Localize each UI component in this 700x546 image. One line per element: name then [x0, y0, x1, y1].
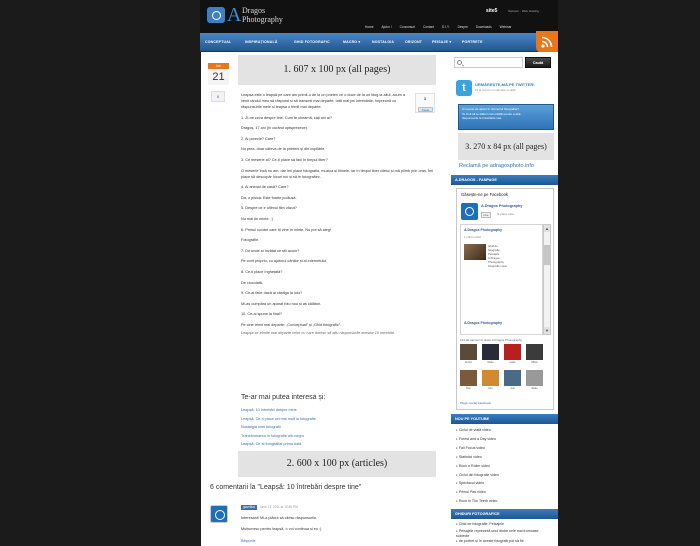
twitter-subtitle: Fii la curent cu ultimele noutăți [475, 88, 516, 92]
promo-line-1: Ai nevoie de ajutor în domeniul fotografiei? [462, 107, 519, 111]
top-link-contact[interactable]: Contact [423, 25, 435, 29]
comment-text: Interesant! Mi-a plăcut să citesc răspunsurile. [241, 516, 318, 520]
article-question-5: 5. Despre ce e ultimul film văzut? [241, 206, 297, 211]
fan-avatar[interactable] [504, 370, 521, 386]
video-link[interactable]: ▸ Forest and a Day video [456, 435, 552, 444]
article-question-3: 3. Ce meserie ai? Ce-ți place să faci în timpul liber? [241, 157, 328, 162]
fb-post-time: 1 oră în urmă [464, 235, 481, 239]
share-count: 1 [423, 96, 427, 101]
video-link[interactable]: ▸ Primul Pas video [456, 488, 552, 497]
fan-name[interactable]: Maria [487, 361, 494, 364]
post-date-month: iun [208, 63, 229, 69]
article-question-10: 10. Ce-ai spune la final? [241, 312, 282, 317]
fb-post-text [488, 244, 540, 268]
article-answer-9: Mi-aș cumpăra un aparat foto nou și aș călători. [241, 301, 322, 306]
fb-post-line: fotografie nouă [488, 264, 507, 268]
ad-banner-top[interactable]: 1. 607 x 100 px (all pages) [238, 55, 436, 85]
article-question-7: 7. De unde ai învățat ce știi acum? [241, 248, 300, 253]
nav-landscapes[interactable]: PEISAJE ▾ [432, 40, 452, 44]
top-link-diy[interactable]: D.I.Y. [442, 25, 450, 29]
guide-excerpt: ▸ de portret și în aceste fotografii pot să fie [456, 539, 552, 544]
ad-banner-articles[interactable]: 2. 600 x 100 px (articles) [238, 451, 436, 477]
nav-photo-guide[interactable]: GHID FOTOGRAFIC [294, 40, 330, 44]
facebook-stream-scrollbar[interactable] [543, 224, 551, 335]
comment-count-badge[interactable]: 6 [211, 91, 225, 102]
fan-avatar[interactable] [526, 344, 543, 360]
site-header [200, 0, 558, 33]
video-link[interactable]: ▸ Spectacol video [456, 479, 552, 488]
fan-name[interactable]: Ana [510, 387, 515, 390]
comments-heading: 6 comentarii la "Leapșă: 10 întrebări despre tine" [210, 484, 362, 491]
fan-avatar[interactable] [482, 344, 499, 360]
nav-conceptual[interactable]: CONCEPTUAL [205, 40, 232, 44]
fan-avatar[interactable] [504, 344, 521, 360]
logo-text-dragos[interactable]: Dragos [242, 6, 266, 15]
ad-banner-sidebar[interactable]: 3. 270 x 84 px (all pages) [458, 133, 554, 160]
top-link-about[interactable]: Despre [457, 25, 468, 29]
guide-excerpt: ▸ Peisajele reprezintă unul dintre cele mai frumoase subiecte [456, 529, 552, 539]
related-link-4[interactable]: Transformarea în fotografie alb-negru [241, 433, 304, 438]
video-link[interactable]: ▸ Ciclul din fotografie video [456, 471, 552, 480]
nav-macro[interactable]: MACRO ▾ [343, 40, 361, 44]
related-link-2[interactable]: Leapșă: Ce-ți place cel mai mult la fotografie [241, 416, 316, 421]
promo-banner[interactable] [458, 104, 554, 130]
guide-link[interactable]: ▸ Ghid de fotografie: Peisajele [456, 520, 552, 529]
article-answer-5: Nu mai țin minte. :) [241, 216, 273, 221]
facebook-page-avatar[interactable] [461, 203, 478, 220]
guides-list [456, 520, 552, 544]
fb-fans-label: 191 de oameni le place A.Dragos Photography [460, 338, 523, 342]
logo-letter[interactable]: A [227, 4, 242, 26]
fb-post-line: Photography [488, 260, 504, 264]
facebook-widget [456, 188, 554, 410]
video-link[interactable]: ▸ Fall Focus video [456, 444, 552, 453]
top-link-webinar[interactable]: Webinar [499, 25, 512, 29]
fan-avatar[interactable] [460, 370, 477, 386]
search-icon [457, 60, 462, 65]
guides-heading: GHIDURI FOTOGRAFICE [451, 509, 558, 519]
article-question-9: 9. Ce-ai face dacă ai câștiga la loto? [241, 291, 303, 296]
comment-reply-link[interactable]: Răspunde [241, 539, 256, 543]
top-link-home[interactable]: Home [365, 25, 374, 29]
fb-post-line: Ghid de [488, 244, 498, 248]
facebook-widget-title: Găsește-ne pe Facebook [461, 192, 509, 197]
top-links [365, 25, 511, 29]
comment-date[interactable]: iunie 21, 2011 at 10:46 PM [260, 505, 298, 509]
facebook-like-button[interactable]: Like [483, 213, 489, 217]
nav-inspirational[interactable]: INSPIRAȚIONALĂ [245, 40, 278, 44]
related-link-3[interactable]: Nostalgia unei fotografii [241, 425, 281, 430]
top-link-help[interactable]: Ajutor ! [381, 25, 392, 29]
article-note: Leapșa se trimite mai departe celor cu care doresc să aflu răspunsurile acestor 10 întrebări. [241, 331, 396, 336]
related-posts [241, 394, 436, 449]
fb-post-line: A.Dragos [488, 256, 500, 260]
video-link[interactable]: ▸ Rock n Roller video [456, 462, 552, 471]
avatar [210, 505, 228, 523]
tweet-button[interactable]: Tweet [418, 107, 433, 112]
twitter-follow[interactable] [456, 80, 554, 98]
fan-name[interactable]: Dan [466, 387, 471, 390]
related-title: Te-ar mai putea interesa și: [241, 394, 326, 401]
article-answer-4: Da, o pisică. Este foarte jucăușă. [241, 195, 297, 200]
logo-text-photography[interactable]: Photography [242, 15, 283, 24]
nav-horizon[interactable]: ORIZONT [405, 40, 423, 44]
search-box [454, 57, 523, 68]
promo-line-2: Te invit să te alături comunității pentru a afla [462, 111, 521, 116]
videos-heading: NOU PE YOUTUBE [451, 414, 558, 424]
article-answer-2: Nu prea, doar câteva de la prieteni și din copilărie. [241, 147, 326, 152]
scroll-thumb[interactable] [544, 245, 550, 265]
fan-avatar[interactable] [482, 370, 499, 386]
video-link[interactable]: ▸ Ciclul de viață video [456, 426, 552, 435]
comment-author[interactable]: gavrilus [243, 505, 256, 509]
article-answer-8: De ciocolată. [241, 280, 263, 285]
facebook-page-name[interactable]: A.Dragos Photography [481, 204, 523, 208]
hosting-brand[interactable]: site5 [486, 8, 498, 14]
fan-name[interactable]: Andrei [465, 361, 472, 364]
fb-post-author[interactable]: A.Dragos Photography [464, 228, 503, 232]
post-date [208, 63, 229, 86]
related-link-5[interactable]: Leapșă: Ce ai fotografiat prima dată [241, 442, 302, 447]
fb-post-line: fotografie: [488, 248, 501, 252]
share-widget [415, 93, 435, 113]
article-intro: Leapșa este o leapșă pe care am primit-o de la un prieten ce o duce de la un blog la altul, acum a venit rândul meu să răspund și să transmit mai departe. Iată mai jos întrebările, împreună cu răspunsurile mele și leapșa o trimit mai departe. [241, 93, 406, 109]
article-answer-6: Fotografie. [241, 238, 260, 243]
article-answer-10: Pe cine trimit mai departe: „Conceptual” și „Ghid fotografic”. [241, 322, 342, 327]
scroll-down-icon[interactable]: ▼ [545, 328, 549, 333]
article-question-8: 8. Ce-ți place înghețată? [241, 269, 283, 274]
top-link-contests[interactable]: Concursuri [399, 25, 416, 29]
top-link-downloads[interactable]: Downloads [475, 25, 492, 29]
search-input[interactable] [464, 59, 522, 66]
article-question-4: 4. Ai animal de casă? Care? [241, 185, 289, 190]
article-question-1: 1. Zi-ne ceva despre tine. Cum te cheamă, câți ani ai? [241, 115, 332, 120]
scroll-up-icon[interactable]: ▲ [545, 226, 549, 231]
fanpage-heading: A.DRAGOS - FANPAGE [451, 175, 558, 185]
fan-name[interactable]: Mihai [531, 361, 538, 364]
fb-plugin-link[interactable]: Plugin social Facebook [460, 401, 491, 405]
fan-name[interactable]: Ioana [509, 361, 516, 364]
fb-post-thumbnail[interactable] [464, 244, 486, 260]
fan-avatar[interactable] [526, 370, 543, 386]
comment-text-2: Mulțumesc pentru leapșă, o voi continua și eu :) [241, 527, 322, 531]
search-button[interactable]: Caută [525, 57, 551, 68]
fb-post-author-2[interactable]: A.Dragos Photography [464, 321, 503, 325]
advertise-link[interactable]: Reclamă pe adragosphoto.info [459, 163, 534, 169]
fan-name[interactable]: Alex [488, 387, 493, 390]
twitter-title[interactable]: URMĂREȘTE-MĂ PE TWITTER! [475, 82, 535, 87]
twitter-bird-icon: t [456, 80, 472, 96]
fb-post-line: Peisajele [488, 252, 500, 256]
hosting-tagline: Sponsor · Web Hosting [508, 9, 539, 13]
rss-feed-button[interactable] [536, 31, 558, 53]
fan-name[interactable]: Radu [531, 387, 538, 390]
article-answer-1: Dragoș, 17 ani (în curând optsprezece). [241, 126, 308, 131]
related-link-1[interactable]: Leapșă: 10 întrebări despre mine [241, 408, 297, 412]
promo-line-3: răspunsurile la întrebările tale. [462, 116, 503, 120]
video-link[interactable]: ▸ Statistici video [456, 453, 552, 462]
post-date-day: 21 [208, 69, 229, 85]
article-answer-7: Pe cont propriu, cu ajutorul cărților și al internetului. [241, 259, 328, 264]
video-list [456, 426, 552, 506]
fan-avatar[interactable] [460, 344, 477, 360]
facebook-like-count: Îți place asta [497, 212, 514, 216]
article-question-6: 6. Primul cuvânt care îți vine în minte. Nu pot să aleg! [241, 227, 331, 232]
video-link[interactable]: ▸ Rock In The Teeth video [456, 497, 552, 506]
article-answer-3: O meserie încă nu am, dar îmi place fotografia, muzica și filmele, iar în timpul liber citesc și mă plimb prin oraș. Îmi place să descopăr locuri noi și să le fotografiez. [241, 168, 434, 179]
camera-logo-icon[interactable] [207, 7, 225, 23]
nav-nostalgia[interactable]: NOSTALGIA [372, 40, 395, 44]
rss-icon [541, 36, 553, 48]
facebook-stream [460, 224, 543, 335]
main-nav [200, 33, 558, 52]
article-question-2: 2. Ai porecle? Care? [241, 136, 276, 141]
nav-portraits[interactable]: PORTRETE [462, 40, 483, 44]
